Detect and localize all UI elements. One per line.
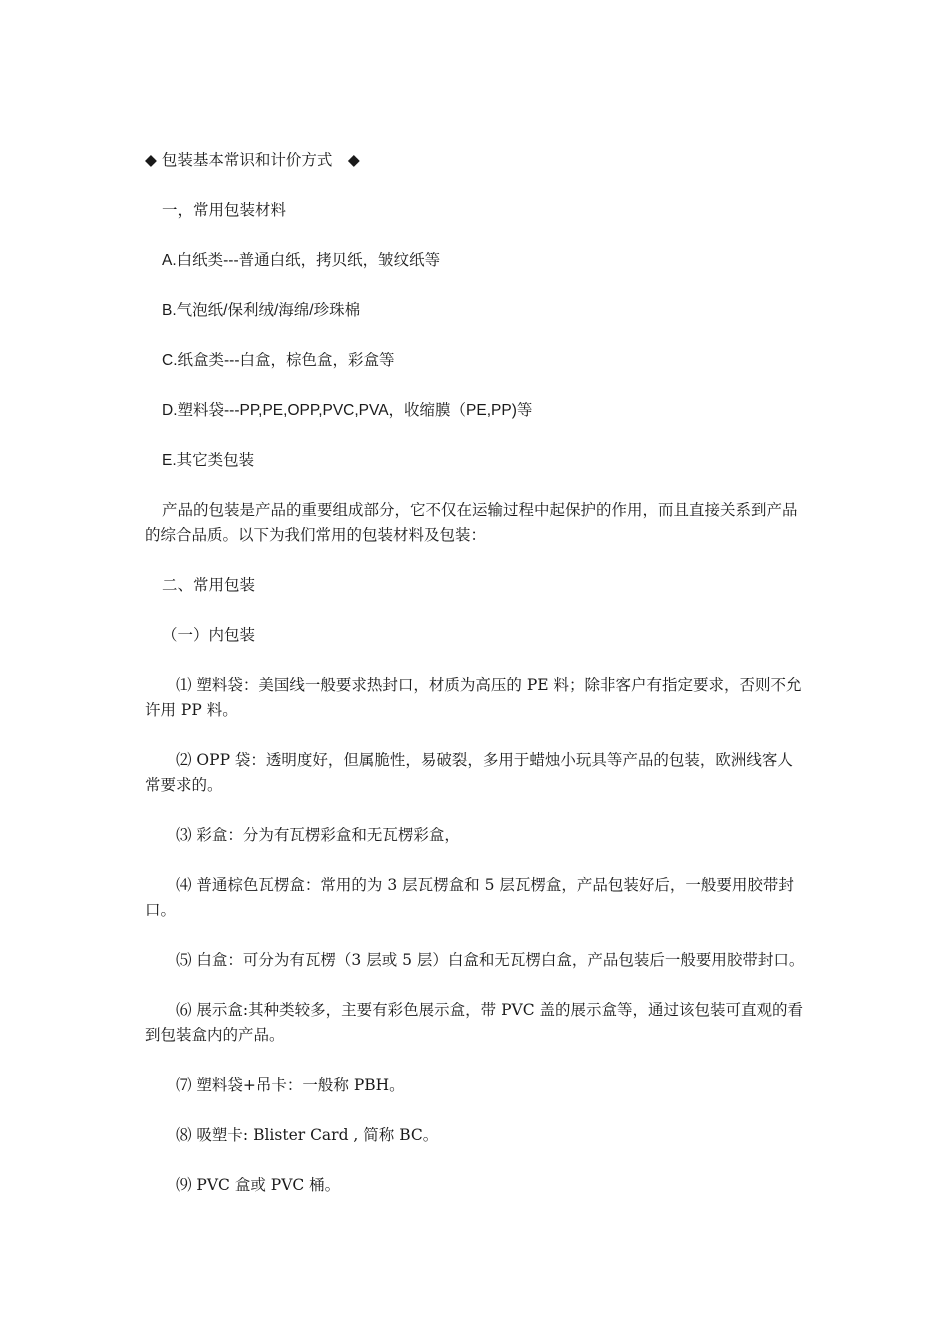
- document-body: [145, 148, 807, 1198]
- material-item: C.纸盒类---白盒，棕色盒，彩盒等: [162, 352, 395, 369]
- packaging-item: ⑹ 展示盒:其种类较多，主要有彩色展示盒，带 PVC 盖的展示盒等，通过该包装可直观的看到包装盒内的产品。: [145, 1001, 803, 1044]
- packaging-item: ⑺ 塑料袋+吊卡：一般称 PBH。: [176, 1076, 405, 1094]
- packaging-item: ⑻ 吸塑卡: Blister Card , 简称 BC。: [176, 1126, 439, 1144]
- material-item: B.气泡纸/保利绒/海绵/珍珠棉: [162, 302, 361, 319]
- material-item: E.其它类包装: [162, 452, 255, 469]
- packaging-item: ⑶ 彩盒：分为有瓦楞彩盒和无瓦楞彩盒，: [176, 826, 460, 844]
- document-title: ◆ 包装基本常识和计价方式 ◆: [145, 151, 360, 169]
- material-item: D.塑料袋---PP,PE,OPP,PVC,PVA，收缩膜（PE,PP)等: [162, 402, 533, 419]
- section-heading-materials: 一，常用包装材料: [162, 201, 287, 219]
- packaging-item: ⑴ 塑料袋：美国线一般要求热封口，材质为高压的 PE 料；除非客户有指定要求，否则不允许用 PP 料。: [145, 676, 802, 719]
- packaging-item: ⑸ 白盒：可分为有瓦楞（3 层或 5 层）白盒和无瓦楞白盒，产品包装后一般要用胶带封口。: [176, 951, 805, 969]
- section-heading-packaging: 二、常用包装: [162, 576, 256, 594]
- subsection-heading-inner: （一）内包装: [162, 626, 256, 644]
- packaging-item: ⑼ PVC 盒或 PVC 桶。: [176, 1176, 341, 1194]
- material-item: A.白纸类---普通白纸，拷贝纸，皱纹纸等: [162, 252, 441, 269]
- packaging-item: ⑷ 普通棕色瓦楞盒：常用的为 3 层瓦楞盒和 5 层瓦楞盒，产品包装好后，一般要用胶带封口。: [145, 876, 794, 919]
- intro-paragraph: 产品的包装是产品的重要组成部分，它不仅在运输过程中起保护的作用，而且直接关系到产品的综合品质。以下为我们常用的包装材料及包装：: [145, 501, 798, 544]
- packaging-item: ⑵ OPP 袋：透明度好，但属脆性，易破裂，多用于蜡烛小玩具等产品的包装，欧洲线客人常要求的。: [145, 751, 793, 794]
